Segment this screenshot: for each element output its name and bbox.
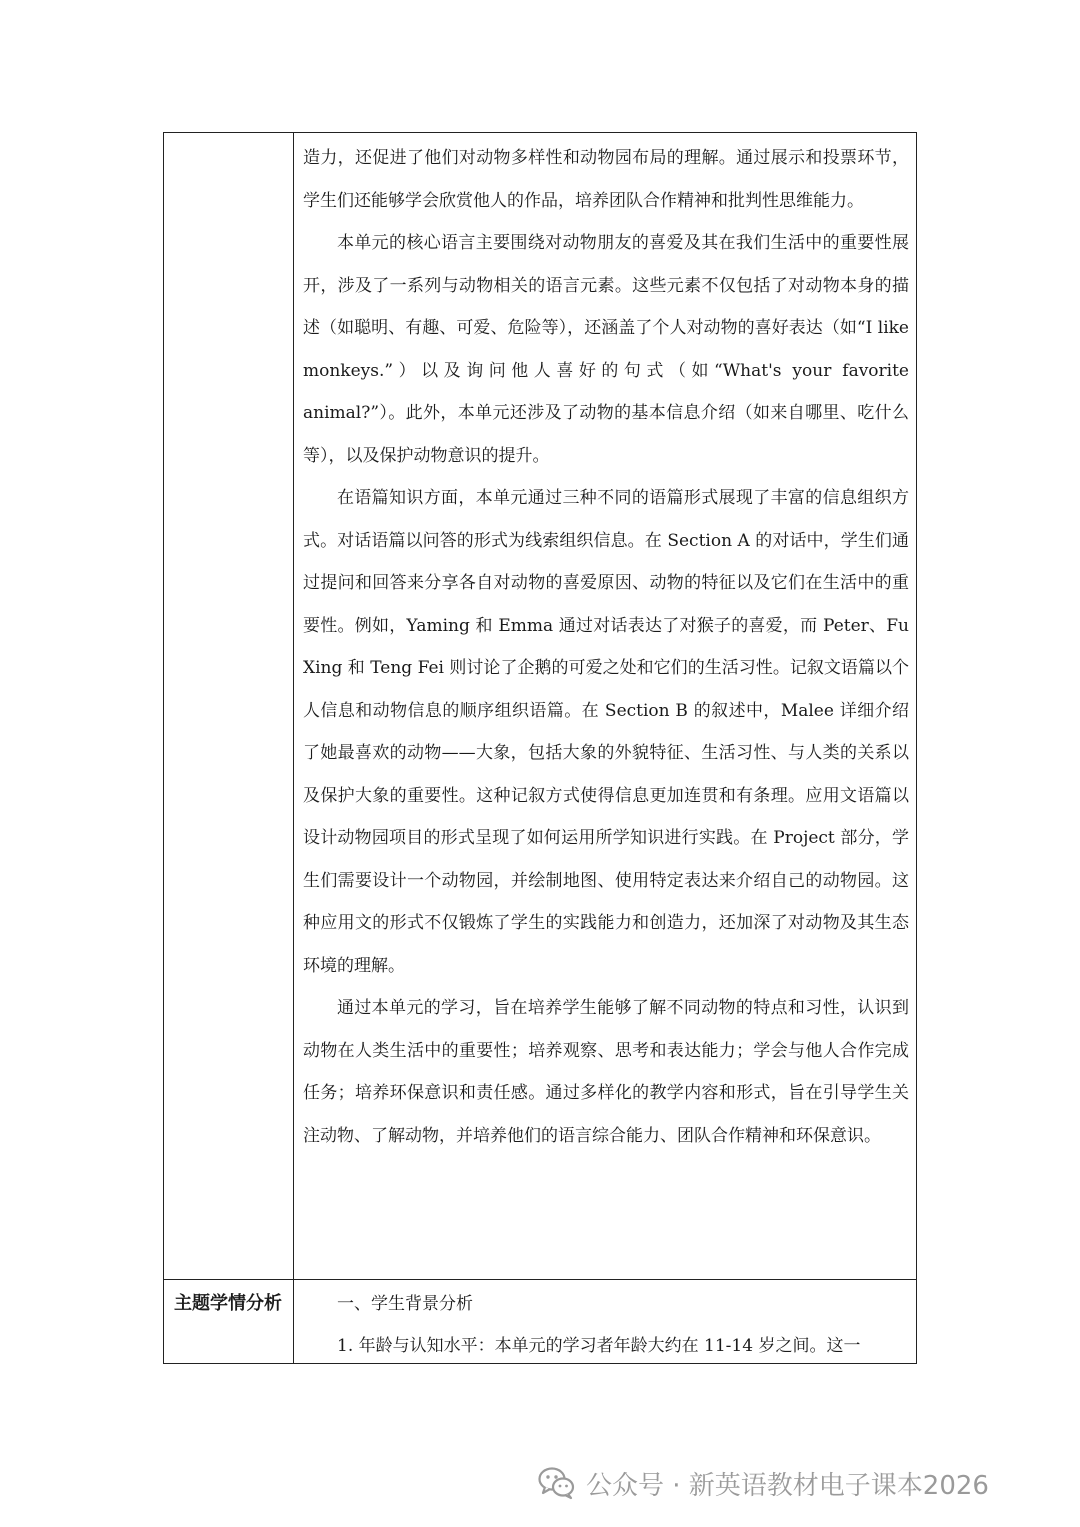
watermark-text: 公众号 · 新英语教材电子课本2026 [586, 1470, 989, 1501]
learner-analysis-cell [303, 1283, 909, 1367]
wechat-icon [538, 1466, 576, 1500]
row-label-learner-analysis: 主题学情分析 [174, 1293, 282, 1314]
paragraph-continuation: 造力，还促进了他们对动物多样性和动物园布局的理解。通过展示和投票环节，学生们还能够学会欣赏他人的作品，培养团队合作精神和批判性思维能力。 [303, 148, 909, 211]
paragraph-core-language: 本单元的核心语言主要围绕对动物朋友的喜爱及其在我们生活中的重要性展开，涉及了一系列与动物相关的语言元素。这些元素不仅包括了对动物本身的描述（如聪明、有趣、可爱、危险等），还涵盖了个人对动物的喜好表达（如“I like monkeys.”）以及询问他人喜好的句式（如“What's your favorite animal?”）。此外，本单元还涉及了动物的基本信息介绍（如来自哪里、吃什么等），以及保护动物意识的提升。 [303, 233, 909, 466]
paragraph-learning-goals: 通过本单元的学习，旨在培养学生能够了解不同动物的特点和习性，认识到动物在人类生活中的重要性；培养观察、思考和表达能力；学会与他人合作完成任务；培养环保意识和责任感。通过多样化的教学内容和形式，旨在引导学生关注动物、了解动物，并培养他们的语言综合能力、团队合作精神和环保意识。 [303, 998, 909, 1146]
watermark [538, 1463, 989, 1503]
section-heading-background: 一、学生背景分析 [337, 1294, 473, 1314]
row-divider [164, 1279, 916, 1280]
item-age-cognition: 1. 年龄与认知水平：本单元的学习者年龄大约在 11-14 岁之间。这一 [337, 1336, 861, 1356]
paragraph-discourse-knowledge: 在语篇知识方面，本单元通过三种不同的语篇形式展现了丰富的信息组织方式。对话语篇以问答的形式为线索组织信息。在 Section A 的对话中，学生们通过提问和回答来分享各自对动物的喜爱原因、动物的特征以及它们在生活中的重要性。例如，Yaming 和 Emma 通过对话表达了对猴子的喜爱，而 Peter、Fu Xing 和 Teng Fei 则讨论了企鹅的可爱之处和它们的生活习性。记叙文语篇以个人信息和动物信息的顺序组织语篇。在 Section B 的叙述中，Malee 详细介绍了她最喜欢的动物——大象，包括大象的外貌特征、生活习性、与人类的关系以及保护大象的重要性。这种记叙方式使得信息更加连贯和有条理。应用文语篇以设计动物园项目的形式呈现了如何运用所学知识进行实践。在 Project 部分，学生们需要设计一个动物园，并绘制地图、使用特定表达来介绍自己的动物园。这种应用文的形式不仅锻炼了学生的实践能力和创造力，还加深了对动物及其生态环境的理解。 [303, 488, 909, 976]
column-divider [293, 133, 294, 1363]
unit-analysis-cell [303, 137, 909, 1157]
document-table [163, 132, 917, 1364]
